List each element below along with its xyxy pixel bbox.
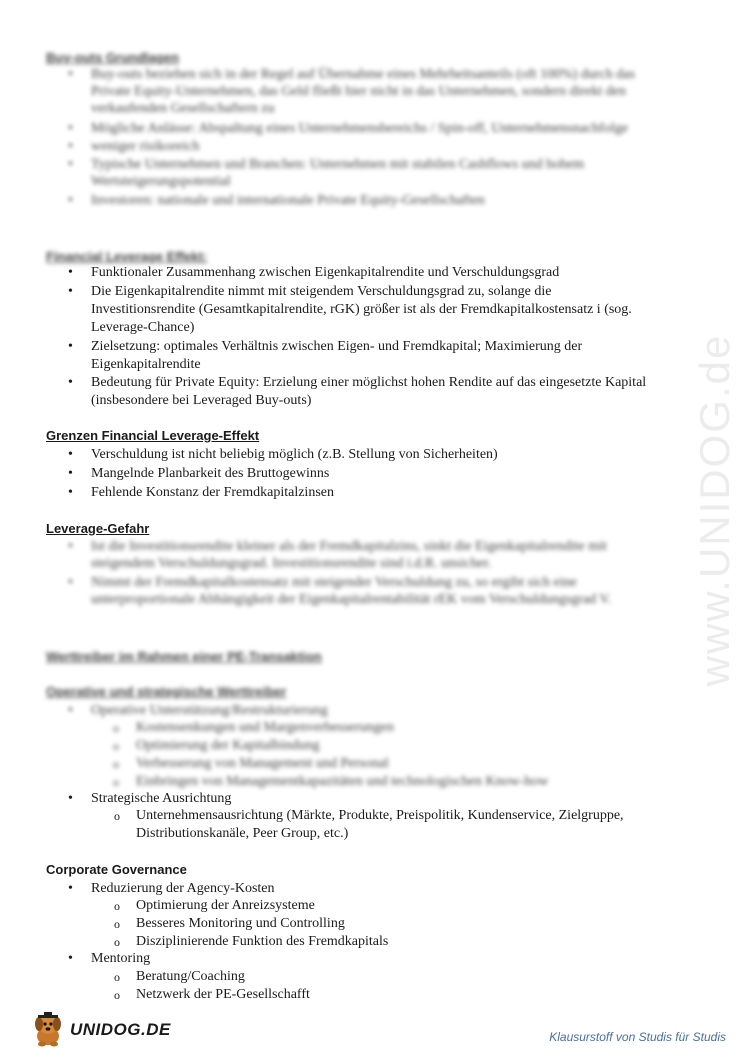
text-line: Nimmt der Fremdkapitalkostensatz mit steigender Verschuldung zu, so ergibt sich eine — [91, 575, 577, 590]
bullet: • — [68, 485, 73, 500]
bullet: • — [68, 157, 73, 172]
sub-bullet: o — [113, 775, 119, 789]
section-heading-grenzen: Grenzen Financial Leverage-Effekt — [46, 428, 260, 443]
text-line: verkaufenden Gesellschaftern zu — [91, 101, 275, 116]
text-line: unterproportionale Abhängigkeit der Eigenkapitalrentabilität rEK vom Verschuldungsgrad V. — [91, 592, 612, 607]
bullet: • — [68, 139, 73, 154]
sub-bullet: o — [114, 988, 120, 1002]
bullet: • — [68, 284, 73, 299]
sub-bullet: o — [114, 899, 120, 913]
bullet: • — [68, 265, 73, 280]
text-line: Eigenkapitalrendite — [91, 357, 201, 372]
bullet: • — [68, 951, 73, 966]
bullet: • — [68, 575, 73, 590]
text-line: Verbesserung von Management und Personal — [136, 756, 389, 771]
text-line: Die Eigenkapitalrendite nimmt mit steigendem Verschuldungsgrad zu, solange die — [91, 284, 552, 299]
text-line: Unternehmensausrichtung (Märkte, Produkte, Preispolitik, Kundenservice, Zielgruppe, — [136, 808, 624, 823]
sub-bullet: o — [113, 757, 119, 771]
text-line: Bedeutung für Private Equity: Erzielung einer möglichst hohen Rendite auf das eingesetzte Kapital — [91, 375, 647, 390]
text-line: Distributionskanäle, Peer Group, etc.) — [136, 826, 349, 841]
text-line: Beratung/Coaching — [136, 969, 245, 984]
logo-text: UNIDOG.DE — [70, 1020, 171, 1039]
sub-bullet: o — [114, 935, 120, 949]
footer-tagline: Klausurstoff von Studis für Studis — [549, 1030, 726, 1044]
text-line: Einbringen von Managementkapazitäten und technologischen Know-how — [136, 774, 549, 789]
text-line: Operative Unterstützung/Restrukturierung — [91, 703, 328, 718]
section-heading-operative: Operative und strategische Werttreiber — [46, 684, 287, 699]
section-heading-leverage-effekt: Financial Leverage Effekt: — [46, 249, 208, 264]
bullet: • — [68, 703, 73, 718]
text-line: steigendem Verschuldungsgrad. Investitionsrendite sind i.d.R. unsicher. — [91, 556, 492, 571]
bullet: • — [68, 466, 73, 481]
text-line: Mentoring — [91, 951, 151, 966]
text-line: Strategische Ausrichtung — [91, 791, 232, 806]
bullet: • — [68, 791, 73, 806]
bullet: • — [68, 67, 73, 82]
text-line: Disziplinierende Funktion des Fremdkapitals — [136, 934, 389, 949]
text-line: Verschuldung ist nicht beliebig möglich (z.B. Stellung von Sicherheiten) — [91, 447, 498, 462]
text-line: Typische Unternehmen und Branchen: Unternehmen mit stabilen Cashflows und hohem — [91, 157, 585, 172]
section-heading-leverage-gefahr: Leverage-Gefahr — [46, 521, 150, 536]
text-line: Leverage-Chance) — [91, 320, 195, 335]
bullet: • — [68, 121, 73, 136]
section-heading-buyouts: Buy-outs Grundlagen — [46, 50, 179, 65]
bullet: • — [68, 539, 73, 554]
sub-bullet: o — [113, 721, 119, 735]
bullet: • — [68, 339, 73, 354]
text-line: Fehlende Konstanz der Fremdkapitalzinsen — [91, 485, 334, 500]
text-line: Netzwerk der PE-Gesellschafft — [136, 987, 310, 1002]
section-heading-werttreiber: Werttreiber im Rahmen einer PE-Transaktion — [46, 649, 322, 664]
text-line: (insbesondere bei Leveraged Buy-outs) — [91, 393, 312, 408]
text-line: Investitionsrendite (Gesamtkapitalrendite, rGK) größer ist als der Fremdkapitalkostensatz i (sog. — [91, 302, 632, 317]
section-heading-corporate-governance: Corporate Governance — [46, 862, 187, 877]
sub-bullet: o — [114, 917, 120, 931]
text-line: Besseres Monitoring und Controlling — [136, 916, 345, 931]
text-line: Funktionaler Zusammenhang zwischen Eigenkapitalrendite und Verschuldungsgrad — [91, 265, 560, 280]
text-line: weniger risikoreich — [91, 139, 200, 154]
text-line: Private Equity-Unternehmen, das Geld fließt hier nicht in das Unternehmen, sondern direkt den — [91, 84, 626, 99]
sub-bullet: o — [113, 739, 119, 753]
bullet: • — [68, 375, 73, 390]
text-line: Optimierung der Anreizsysteme — [136, 898, 315, 913]
text-line: Investoren: nationale und internationale Private Equity-Gesellschaften — [91, 193, 485, 208]
text-line: Wertsteigerungspotential — [91, 174, 231, 189]
bullet: • — [68, 881, 73, 896]
text-line: Buy-outs beziehen sich in der Regel auf Übernahme eines Mehrheitsanteils (oft 100%) durch das — [91, 67, 635, 82]
dog-mascot-icon — [30, 1012, 68, 1048]
sub-bullet: o — [114, 809, 120, 823]
text-line: Reduzierung der Agency-Kosten — [91, 881, 275, 896]
text-line: Mögliche Anlässe: Abspaltung eines Unternehmensbereichs / Spin-off, Unternehmensnachfolge — [91, 121, 629, 136]
text-line: Ist die Investitionsrendite kleiner als der Fremdkapitalzins, sinkt die Eigenkapitalrendite mit — [91, 539, 607, 554]
bullet: • — [68, 447, 73, 462]
bullet: • — [68, 193, 73, 208]
sub-bullet: o — [114, 970, 120, 984]
text-line: Zielsetzung: optimales Verhältnis zwischen Eigen- und Fremdkapital; Maximierung der — [91, 339, 583, 354]
watermark: www.UNIDOG.de — [691, 333, 738, 687]
text-line: Optimierung der Kapitalbindung — [136, 738, 320, 753]
text-line: Kostensenkungen und Margenverbesserungen — [136, 720, 394, 735]
text-line: Mangelnde Planbarkeit des Bruttogewinns — [91, 466, 330, 481]
